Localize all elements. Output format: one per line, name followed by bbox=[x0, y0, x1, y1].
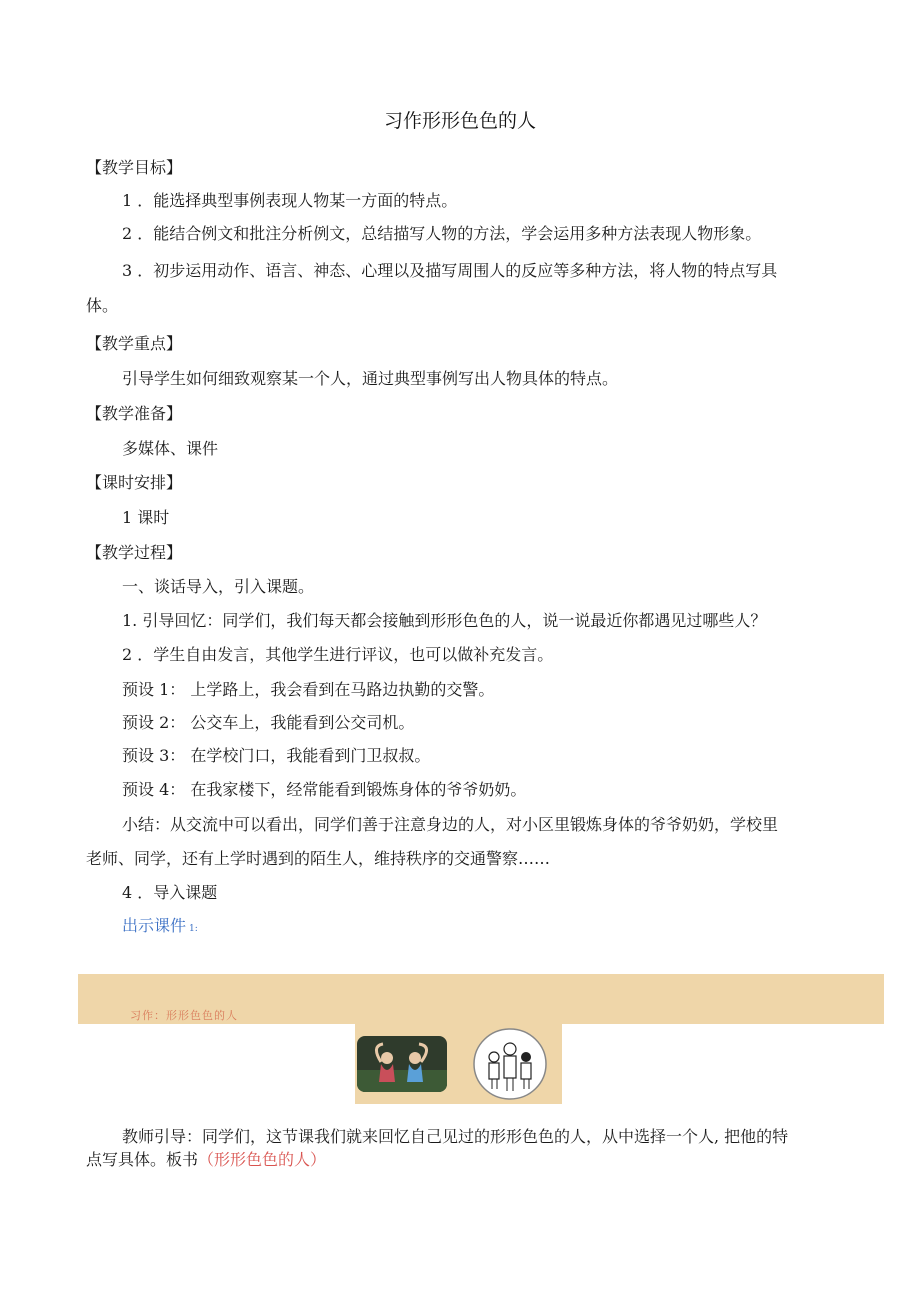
summary-line-2: 老师、同学，还有上学时遇到的陌生人，维持秩序的交通警察…… bbox=[86, 849, 551, 868]
courseware-number: 1: bbox=[189, 924, 198, 934]
people-sketch bbox=[472, 1027, 548, 1101]
preparation-heading: 【教学准备】 bbox=[86, 404, 183, 423]
process-heading: 【教学过程】 bbox=[86, 543, 183, 562]
step-1: 一、谈话导入，引入课题。 bbox=[122, 577, 315, 596]
board-writing: （形形色色的人） bbox=[198, 1150, 327, 1169]
goal-3-line-1: 3 ．初步运用动作、语言、神态、心理以及描写周围人的反应等多种方法，将人物的特点写具 bbox=[122, 261, 778, 280]
teacher-guide-line-2 bbox=[86, 1150, 326, 1170]
goal-1: 1 ．能选择典型事例表现人物某一方面的特点。 bbox=[122, 191, 458, 210]
teacher-guide-text: 点写具体。板书 bbox=[86, 1150, 199, 1169]
courseware-text: 出示课件 bbox=[122, 916, 187, 935]
schedule-heading: 【课时安排】 bbox=[86, 473, 183, 492]
document-title: 习作形形色色的人 bbox=[383, 110, 536, 132]
preparation-text: 多媒体、课件 bbox=[122, 439, 219, 458]
schedule-text: 1 课时 bbox=[122, 508, 170, 527]
key-points-heading: 【教学重点】 bbox=[86, 334, 183, 353]
slide-image-area bbox=[355, 1024, 562, 1104]
goals-heading: 【教学目标】 bbox=[86, 158, 183, 177]
slide-title: 习作：形形色色的人 bbox=[130, 1009, 238, 1022]
preset-2: 预设 2： 公交车上，我能看到公交司机。 bbox=[122, 713, 415, 732]
goal-2: 2 ．能结合例文和批注分析例文，总结描写人物的方法，学会运用多种方法表现人物形象。 bbox=[122, 224, 762, 243]
slide-banner bbox=[78, 974, 884, 1024]
key-points-text: 引导学生如何细致观察某一个人，通过典型事例写出人物具体的特点。 bbox=[122, 369, 619, 388]
summary-line-1: 小结：从交流中可以看出，同学们善于注意身边的人，对小区里锻炼身体的爷爷奶奶，学校里 bbox=[122, 815, 779, 834]
teacher-guide-line-1: 教师引导：同学们，这节课我们就来回忆自己见过的形形色色的人，从中选择一个人, 把他的特 bbox=[122, 1127, 789, 1146]
step-1-1: 1. 引导回忆：同学们，我们每天都会接触到形形色色的人，说一说最近你都遇见过哪些人？ bbox=[122, 611, 767, 630]
preset-3: 预设 3： 在学校门口，我能看到门卫叔叔。 bbox=[122, 746, 431, 765]
goal-3-line-2: 体。 bbox=[86, 296, 119, 315]
step-1-2: 2 ．学生自由发言，其他学生进行评议，也可以做补充发言。 bbox=[122, 645, 554, 664]
courseware-label bbox=[122, 916, 198, 939]
preset-1: 预设 1： 上学路上，我会看到在马路边执勤的交警。 bbox=[122, 680, 495, 699]
preset-4: 预设 4： 在我家楼下，经常能看到锻炼身体的爷爷奶奶。 bbox=[122, 780, 527, 799]
exercise-photo bbox=[357, 1036, 447, 1092]
step-1-4: 4 ．导入课题 bbox=[122, 883, 218, 902]
